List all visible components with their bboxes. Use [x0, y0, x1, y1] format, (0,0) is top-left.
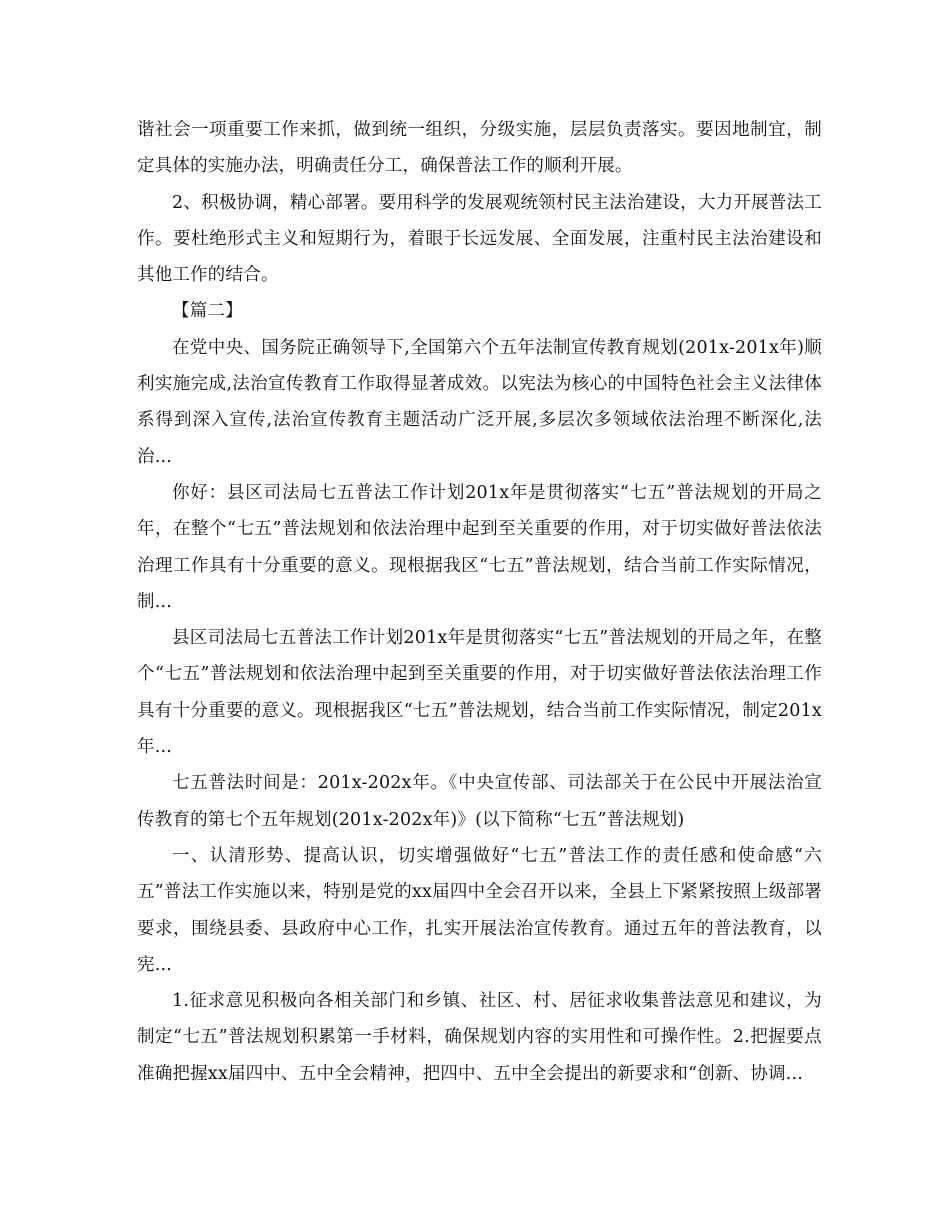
section-heading: 【篇二】	[172, 301, 243, 322]
paragraph-2: 2、积极协调，精心部署。要用科学的发展观统领村民主法治建设，大力开展普法工作。要杜绝形式主义和短期行为，着眼于长远发展、全面发展，注重村民主法治建设和其他工作的结合。	[137, 192, 822, 286]
paragraph-6: 县区司法局七五普法工作计划201x年是贯彻落实“七五”普法规划的开局之年，在整个“七五”普法规划和依法治理中起到至关重要的作用，对于切实做好普法依法治理工作具有十分重要的意义。现根据我区“七五”普法规划，结合当前工作实际情况，制定201x年...	[137, 628, 822, 758]
paragraph-9: 1.征求意见积极向各相关部门和乡镇、社区、村、居征求收集普法意见和建议，为制定“七五”普法规划积累第一手材料，确保规划内容的实用性和可操作性。2.把握要点准确把握xx届四中、五中全会精神，把四中、五中全会提出的新要求和“创新、协调...	[137, 991, 822, 1084]
paragraph-8: 一、认清形势、提高认识，切实增强做好“七五”普法工作的责任感和使命感“六五”普法工作实施以来，特别是党的xx届四中全会召开以来，全县上下紧紧按照上级部署要求，围绕县委、县政府中心工作，扎实开展法治宣传教育。通过五年的普法教育，以宪...	[137, 845, 822, 975]
paragraph-4: 在党中央、国务院正确领导下,全国第六个五年法制宣传教育规划(201x-201x年)顺利实施完成,法治宣传教育工作取得显著成效。以宪法为核心的中国特色社会主义法律体系得到深入宣传,法治宣传教育主题活动广泛开展,多层次多领域依法治理不断深化,法治...	[137, 337, 822, 467]
paragraph-5: 你好：县区司法局七五普法工作计划201x年是贯彻落实“七五”普法规划的开局之年，在整个“七五”普法规划和依法治理中起到至关重要的作用，对于切实做好普法依法治理工作具有十分重要的意义。现根据我区“七五”普法规划，结合当前工作实际情况，制...	[137, 482, 822, 612]
paragraph-1: 谐社会一项重要工作来抓，做到统一组织，分级实施，层层负责落实。要因地制宜，制定具体的实施办法，明确责任分工，确保普法工作的顺利开展。	[137, 120, 822, 177]
document-body	[137, 112, 822, 1092]
paragraph-7: 七五普法时间是：201x-202x年。《中央宣传部、司法部关于在公民中开展法治宣传教育的第七个五年规划(201x-202x年)》(以下简称“七五”普法规划)	[137, 773, 822, 830]
